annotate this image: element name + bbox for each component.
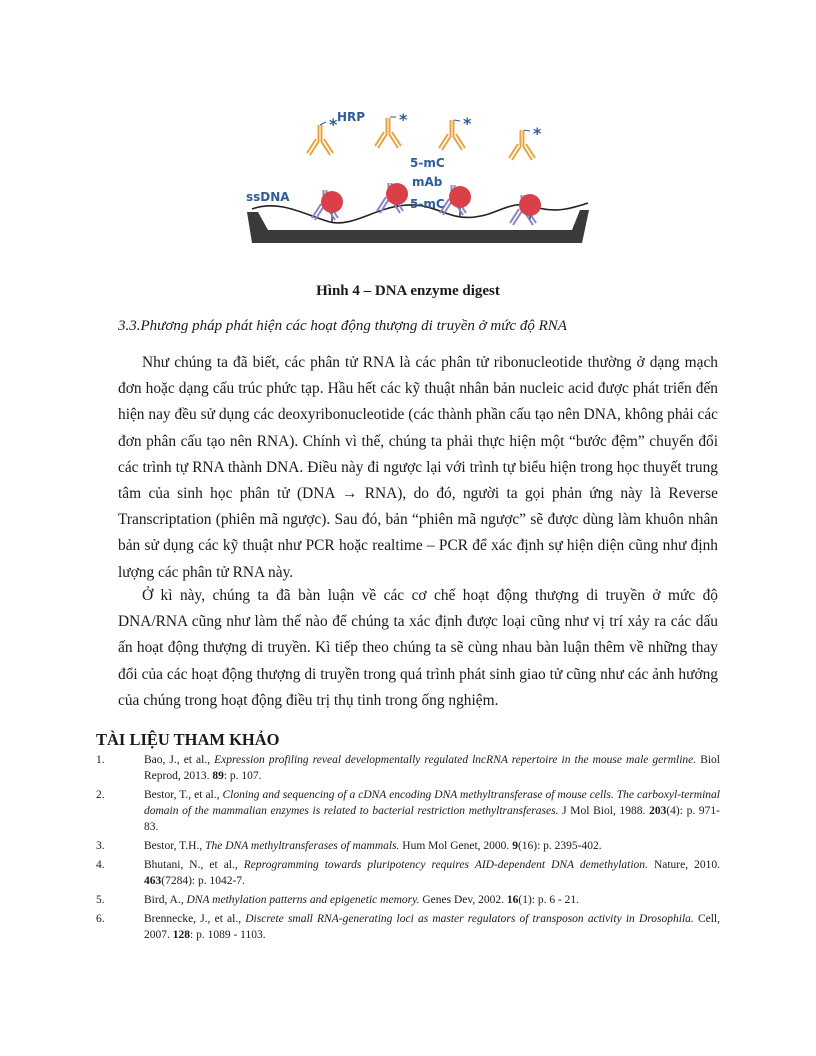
- reference-volume: 16: [506, 894, 519, 906]
- secondary-antibody-icon: [439, 120, 465, 150]
- svg-text:*: *: [533, 124, 542, 143]
- plate-tray-icon: [247, 210, 589, 243]
- reference-authors: Bestor, T., et al.,: [144, 789, 223, 801]
- svg-text:*: *: [329, 115, 338, 134]
- reference-volume: 463: [144, 875, 162, 887]
- reference-source: Cell, 2007.: [144, 913, 720, 941]
- reference-source: Hum Mol Genet, 2000.: [399, 840, 513, 852]
- body-paragraph: Như chúng ta đã biết, các phân tử RNA là các phân tử ribonucleotide thường ở dạng mạch đơn hoặc dạng cấu trúc phức tạp. Hầu hết các kỹ thuật nhân bản nucleic acid được phát triển đến hiện nay đều sử dụng các deoxyribonucleotide (các thành phần cấu tạo nên DNA, không phải các đơn phân cấu tạo nên RNA). Chính vì thế, chúng ta phải thực hiện một “bước đệm” chuyển đổi các trình tự RNA thành DNA. Điều này đi ngược lại với trình tự biểu hiện trong học thuyết trung tâm của sinh học phân tử (DNA → RNA), do đó, người ta gọi phản ứng này là Reverse Transcriptation (phiên mã ngược). Sau đó, bản “phiên mã ngược” sẽ được dùng làm khuôn nhân bản sử dụng các kỹ thuật như PCR hoặc realtime – PCR để xác định sự hiện diện cũng như định lượng các phân tử RNA này.: [118, 354, 718, 581]
- reference-number: 4.: [96, 859, 105, 871]
- reference-authors: Bestor, T.H.,: [144, 840, 206, 852]
- reference-title: DNA methylation patterns and epigenetic memory.: [186, 894, 420, 906]
- reference-item: [96, 838, 720, 854]
- reference-volume: 128: [172, 929, 190, 941]
- reference-item: [96, 911, 720, 943]
- reference-number: 1.: [96, 754, 105, 766]
- reference-authors: Bird, A.,: [144, 894, 187, 906]
- reference-source: Biol Reprod, 2013.: [144, 754, 721, 782]
- reference-pages: (4): p. 971-83.: [144, 805, 720, 833]
- hrp-label: HRP: [337, 110, 366, 124]
- reference-source: Nature, 2010.: [647, 859, 720, 871]
- section-heading: 3.3.Phương pháp phát hiện các hoạt động thượng di truyền ở mức độ RNA: [118, 318, 567, 334]
- methylcytosine-dot-icon: [519, 194, 541, 216]
- reference-pages: : p. 1089 - 1103.: [190, 929, 266, 941]
- reference-item: [96, 752, 720, 784]
- mc-site-label: 5-mC: [410, 197, 445, 211]
- figure-caption: Hình 4 – DNA enzyme digest: [316, 283, 500, 299]
- reference-authors: Brennecke, J., et al.,: [144, 913, 246, 925]
- references-list: [96, 752, 720, 946]
- reference-pages: (7284): p. 1042-7.: [161, 875, 245, 887]
- reference-number: 6.: [96, 913, 105, 925]
- body-paragraph: Ở kì này, chúng ta đã bàn luận về các cơ chế hoạt động thượng di truyền ở mức độ DNA/RNA cũng như làm thế nào để chúng ta xác định được loại cũng như vị trí xảy ra các dấu ấn hoạt động thượng di truyền. Kì tiếp theo chúng ta sẽ cùng nhau bàn luận thêm về những thay đổi của các hoạt động thượng di truyền trong quá trình phát sinh giao tử cũng như các ảnh hưởng của chúng trong hoạt động điều trị thụ tinh trong ống nghiệm.: [118, 587, 718, 709]
- reference-number: 3.: [96, 840, 105, 852]
- methylcytosine-dot-icon: [386, 183, 408, 205]
- reference-volume: 9: [512, 840, 518, 852]
- methylcytosine-dot-icon: [449, 186, 471, 208]
- reference-source: J Mol Biol, 1988.: [558, 805, 650, 817]
- methylcytosine-dot-icon: [321, 191, 343, 213]
- elisa-figure: [240, 95, 590, 255]
- ssdna-label: ssDNA: [246, 190, 290, 204]
- reference-authors: Bao, J., et al.,: [144, 754, 215, 766]
- reference-item: [96, 857, 720, 889]
- reference-title: The DNA methyltransferases of mammals.: [205, 840, 400, 852]
- reference-pages: : p. 107.: [223, 770, 262, 782]
- svg-text:*: *: [463, 114, 472, 133]
- reference-title: Expression profiling reveal developmentally regulated lncRNA repertoire in the mouse male germline.: [214, 754, 697, 766]
- reference-number: 5.: [96, 894, 105, 906]
- reference-pages: (1): p. 6 - 21.: [518, 894, 580, 906]
- secondary-antibody-icon: [509, 130, 535, 160]
- reference-authors: Bhutani, N., et al.,: [144, 859, 244, 871]
- reference-source: Genes Dev, 2002.: [419, 894, 507, 906]
- reference-item: [96, 892, 720, 908]
- reference-volume: 89: [212, 770, 224, 782]
- mc-antibody-label-top: 5-mC: [410, 156, 445, 170]
- figure-illustration: [240, 95, 590, 255]
- reference-title: Discrete small RNA-generating loci as master regulators of transposon activity in Drosophila.: [245, 913, 694, 925]
- reference-volume: 203: [649, 805, 667, 817]
- reference-number: 2.: [96, 789, 105, 801]
- secondary-antibody-icon: [375, 118, 401, 148]
- reference-pages: (16): p. 2395-402.: [517, 840, 602, 852]
- mab-label: mAb: [412, 175, 443, 189]
- reference-title: Reprogramming towards pluripotency requires AID-dependent DNA demethylation.: [243, 859, 648, 871]
- svg-text:*: *: [399, 110, 408, 129]
- reference-title: Cloning and sequencing of a cDNA encoding DNA methyltransferase of mouse cells. The carboxyl-terminal domain of the mammalian enzymes is related to bacterial restriction methyltransferases.: [144, 789, 720, 817]
- references-heading: TÀI LIỆU THAM KHẢO: [96, 730, 280, 749]
- reference-item: [96, 787, 720, 835]
